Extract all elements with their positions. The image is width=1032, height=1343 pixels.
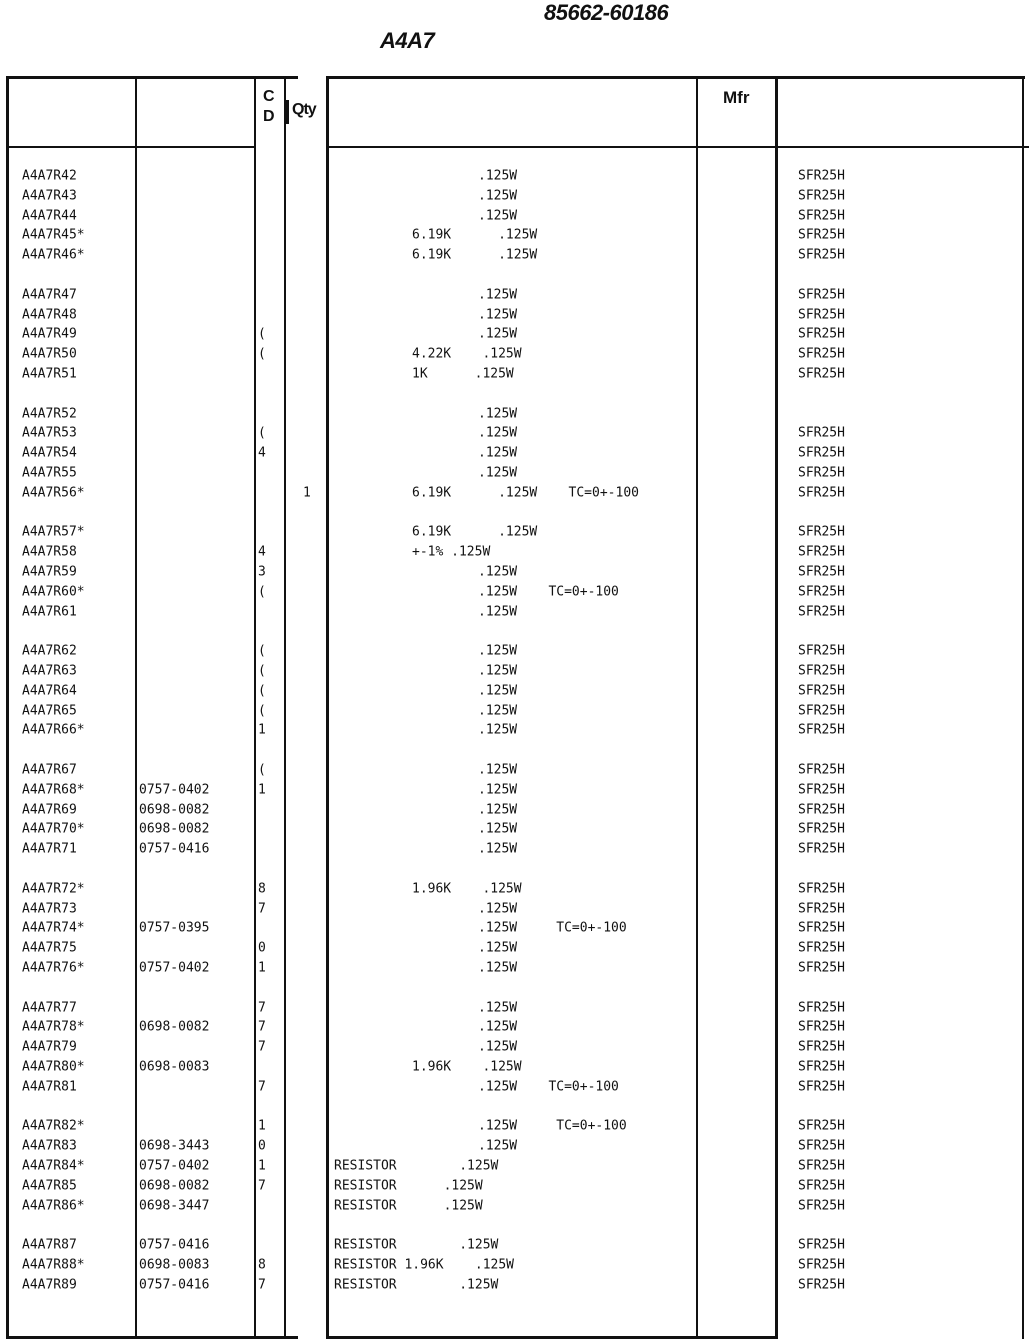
cell-check-digit: 1 — [258, 1118, 266, 1135]
table-row — [0, 1277, 1032, 1295]
cell-description: RESISTOR .125W — [334, 1276, 499, 1293]
cell-reference: A4A7R67 — [22, 762, 77, 778]
cell-description: .125W — [478, 762, 518, 778]
table-row — [0, 802, 1032, 820]
table-row — [0, 247, 1032, 265]
table-row — [0, 564, 1032, 582]
cell-check-digit: 3 — [258, 564, 266, 580]
cell-check-digit: 7 — [258, 1039, 266, 1055]
cell-mfr-part: SFR25H — [798, 286, 845, 303]
cell-check-digit: 4 — [258, 445, 266, 461]
header-cd-top: C — [263, 88, 275, 105]
cell-description: .125W — [478, 207, 518, 224]
cell-reference: A4A7R78* — [22, 1019, 85, 1036]
cell-mfr-part: SFR25H — [798, 1118, 845, 1135]
table-row — [0, 1138, 1032, 1156]
table-row — [0, 1039, 1032, 1057]
table-row — [0, 762, 1032, 780]
cell-mfr-part: SFR25H — [798, 445, 845, 461]
cell-mfr-part: SFR25H — [798, 484, 845, 501]
cell-mfr-part: SFR25H — [798, 544, 845, 560]
cell-reference: A4A7R54 — [22, 445, 77, 461]
cell-qty: 1 — [303, 484, 311, 501]
table-row — [0, 881, 1032, 899]
cell-reference: A4A7R44 — [22, 207, 77, 224]
table-row — [0, 663, 1032, 681]
cell-mfr-part: SFR25H — [798, 900, 845, 917]
table-row — [0, 782, 1032, 800]
cell-check-digit: 0 — [258, 940, 266, 956]
cell-description: 6.19K .125W — [412, 524, 538, 541]
part-number-title: 85662-60186 — [544, 0, 669, 25]
cell-reference: A4A7R68* — [22, 781, 85, 798]
cell-reference: A4A7R77 — [22, 999, 77, 1016]
cell-description: .125W — [478, 663, 518, 679]
table-row — [0, 1158, 1032, 1176]
cell-part-number: 0757-0402 — [139, 1158, 210, 1174]
table-row — [0, 227, 1032, 245]
cell-reference: A4A7R76* — [22, 960, 85, 976]
table-row — [0, 604, 1032, 622]
table-row — [0, 1198, 1032, 1216]
cell-reference: A4A7R51 — [22, 366, 77, 382]
cell-part-number: 0698-3447 — [139, 1197, 210, 1214]
cell-part-number: 0757-0416 — [139, 1276, 210, 1293]
cell-mfr-part: SFR25H — [798, 960, 845, 976]
cell-mfr-part: SFR25H — [798, 702, 845, 719]
cell-reference: A4A7R58 — [22, 544, 77, 560]
cell-mfr-part: SFR25H — [798, 326, 845, 343]
cell-check-digit: ( — [258, 346, 266, 362]
cell-reference: A4A7R66* — [22, 722, 85, 739]
cell-reference: A4A7R75 — [22, 940, 77, 956]
cell-reference: A4A7R69 — [22, 801, 77, 818]
cell-description: .125W — [478, 187, 518, 204]
cell-reference: A4A7R52 — [22, 405, 77, 422]
cell-reference: A4A7R59 — [22, 564, 77, 580]
cell-check-digit: 7 — [258, 999, 266, 1016]
cell-mfr-part: SFR25H — [798, 1078, 845, 1095]
cell-check-digit: 7 — [258, 1078, 266, 1095]
cell-check-digit: 1 — [258, 1158, 266, 1174]
cell-reference: A4A7R43 — [22, 187, 77, 204]
cell-check-digit: 7 — [258, 1276, 266, 1293]
cell-part-number: 0757-0402 — [139, 781, 210, 798]
cell-part-number: 0757-0402 — [139, 960, 210, 976]
table-row — [0, 544, 1032, 562]
cell-description: .125W — [478, 682, 518, 699]
cell-description: .125W — [478, 286, 518, 303]
cell-reference: A4A7R71 — [22, 841, 77, 857]
table-row — [0, 406, 1032, 424]
table-row — [0, 643, 1032, 661]
cell-reference: A4A7R47 — [22, 286, 77, 303]
table-row — [0, 287, 1032, 305]
cell-description: .125W — [478, 425, 518, 442]
cell-mfr-part: SFR25H — [798, 524, 845, 541]
cell-description: .125W — [478, 940, 518, 956]
cell-mfr-part: SFR25H — [798, 227, 845, 244]
cell-check-digit: 7 — [258, 1177, 266, 1194]
cell-reference: A4A7R80* — [22, 1059, 85, 1075]
cell-mfr-part: SFR25H — [798, 306, 845, 323]
cell-mfr-part: SFR25H — [798, 1197, 845, 1214]
table-row — [0, 1019, 1032, 1037]
cell-reference: A4A7R89 — [22, 1276, 77, 1293]
cell-mfr-part: SFR25H — [798, 821, 845, 838]
cell-reference: A4A7R42 — [22, 168, 77, 184]
cell-description: .125W — [478, 960, 518, 976]
cell-description: .125W — [478, 801, 518, 818]
cell-reference: A4A7R86* — [22, 1197, 85, 1214]
cell-part-number: 0757-0416 — [139, 841, 210, 857]
cell-reference: A4A7R57* — [22, 524, 85, 541]
cell-description: RESISTOR .125W — [334, 1237, 499, 1253]
table-row — [0, 188, 1032, 206]
cell-description: .125W — [478, 1019, 518, 1036]
cell-reference: A4A7R74* — [22, 920, 85, 937]
cell-description: .125W — [478, 168, 518, 184]
cell-description: RESISTOR 1.96K .125W — [334, 1257, 515, 1273]
cell-mfr-part: SFR25H — [798, 1237, 845, 1253]
cell-mfr-part: SFR25H — [798, 366, 845, 382]
cell-mfr-part: SFR25H — [798, 346, 845, 362]
cell-reference: A4A7R82* — [22, 1118, 85, 1135]
cell-check-digit: 0 — [258, 1138, 266, 1154]
cell-description: .125W — [478, 900, 518, 917]
cell-reference: A4A7R84* — [22, 1158, 85, 1174]
cell-mfr-part: SFR25H — [798, 1158, 845, 1174]
cell-description: .125W — [478, 1138, 518, 1154]
cell-description: 6.19K .125W — [412, 247, 538, 263]
cell-reference: A4A7R73 — [22, 900, 77, 917]
cell-description: .125W — [478, 722, 518, 739]
cell-reference: A4A7R46* — [22, 247, 85, 263]
cell-mfr-part: SFR25H — [798, 1059, 845, 1075]
cell-mfr-part: SFR25H — [798, 1257, 845, 1273]
cell-description: 1.96K .125W — [412, 880, 522, 897]
table-row — [0, 465, 1032, 483]
table-row — [0, 821, 1032, 839]
cell-check-digit: 8 — [258, 1257, 266, 1273]
cell-check-digit: ( — [258, 326, 266, 343]
cell-check-digit: 8 — [258, 880, 266, 897]
cell-check-digit: 4 — [258, 544, 266, 560]
cell-part-number: 0757-0416 — [139, 1237, 210, 1253]
cell-check-digit: 1 — [258, 781, 266, 798]
cell-description: .125W — [478, 841, 518, 857]
cell-description: .125W — [478, 821, 518, 838]
cell-part-number: 0698-0083 — [139, 1059, 210, 1075]
cell-description: +-1% .125W — [412, 544, 491, 560]
cell-mfr-part: SFR25H — [798, 1039, 845, 1055]
cell-mfr-part: SFR25H — [798, 168, 845, 184]
cell-description: .125W TC=0+-100 — [478, 920, 627, 937]
cell-description: RESISTOR .125W — [334, 1177, 483, 1194]
cell-mfr-part: SFR25H — [798, 841, 845, 857]
header-mfr: Mfr — [723, 88, 750, 107]
cell-description: .125W — [478, 643, 518, 659]
cell-check-digit: ( — [258, 762, 266, 778]
cell-description: .125W TC=0+-100 — [478, 1118, 627, 1135]
cell-part-number: 0698-0082 — [139, 1019, 210, 1036]
table-row — [0, 1059, 1032, 1077]
cell-mfr-part: SFR25H — [798, 465, 845, 481]
cell-mfr-part: SFR25H — [798, 1276, 845, 1293]
cell-description: .125W — [478, 999, 518, 1016]
cell-reference: A4A7R83 — [22, 1138, 77, 1154]
cell-mfr-part: SFR25H — [798, 207, 845, 224]
table-row — [0, 683, 1032, 701]
table-row — [0, 841, 1032, 859]
table-row — [0, 445, 1032, 463]
table-row — [0, 307, 1032, 325]
table-row — [0, 703, 1032, 721]
cell-mfr-part: SFR25H — [798, 643, 845, 659]
cell-reference: A4A7R87 — [22, 1237, 77, 1253]
cell-mfr-part: SFR25H — [798, 1138, 845, 1154]
table-row — [0, 326, 1032, 344]
cell-reference: A4A7R45* — [22, 227, 85, 244]
table-row — [0, 208, 1032, 226]
table-row — [0, 584, 1032, 602]
cell-description: .125W — [478, 326, 518, 343]
cell-mfr-part: SFR25H — [798, 1177, 845, 1194]
cell-mfr-part: SFR25H — [798, 920, 845, 937]
header-qty: Qty — [292, 101, 316, 118]
table-row — [0, 425, 1032, 443]
table-row — [0, 1118, 1032, 1136]
cell-check-digit: ( — [258, 663, 266, 679]
cell-reference: A4A7R50 — [22, 346, 77, 362]
cell-reference: A4A7R56* — [22, 484, 85, 501]
cell-part-number: 0698-0082 — [139, 801, 210, 818]
cell-description: 4.22K .125W — [412, 346, 522, 362]
cell-description: .125W — [478, 603, 518, 620]
cell-description: RESISTOR .125W — [334, 1158, 499, 1174]
cell-description: .125W — [478, 564, 518, 580]
cell-reference: A4A7R62 — [22, 643, 77, 659]
cell-mfr-part: SFR25H — [798, 781, 845, 798]
cell-description: 1.96K .125W — [412, 1059, 522, 1075]
table-row — [0, 901, 1032, 919]
header-cd-bottom: D — [263, 108, 275, 125]
table-row — [0, 960, 1032, 978]
table-row — [0, 1237, 1032, 1255]
table-row — [0, 1079, 1032, 1097]
cell-check-digit: ( — [258, 702, 266, 719]
table-row — [0, 722, 1032, 740]
cell-description: .125W — [478, 1039, 518, 1055]
cell-reference: A4A7R72* — [22, 880, 85, 897]
cell-check-digit: ( — [258, 643, 266, 659]
cell-part-number: 0757-0395 — [139, 920, 210, 937]
cell-mfr-part: SFR25H — [798, 663, 845, 679]
cell-reference: A4A7R61 — [22, 603, 77, 620]
cell-mfr-part: SFR25H — [798, 682, 845, 699]
cell-description: .125W — [478, 465, 518, 481]
cell-description: .125W — [478, 702, 518, 719]
cell-check-digit: 1 — [258, 722, 266, 739]
cell-description: 1K .125W — [412, 366, 514, 382]
cell-check-digit: ( — [258, 583, 266, 600]
table-row — [0, 485, 1032, 503]
cell-reference: A4A7R53 — [22, 425, 77, 442]
cell-mfr-part: SFR25H — [798, 603, 845, 620]
cell-reference: A4A7R49 — [22, 326, 77, 343]
cell-description: .125W — [478, 781, 518, 798]
assembly-title: A4A7 — [380, 28, 435, 53]
cell-mfr-part: SFR25H — [798, 880, 845, 897]
table-row — [0, 168, 1032, 186]
cell-description: RESISTOR .125W — [334, 1197, 483, 1214]
cell-reference: A4A7R60* — [22, 583, 85, 600]
cell-description: .125W — [478, 306, 518, 323]
cell-reference: A4A7R81 — [22, 1078, 77, 1095]
cell-reference: A4A7R65 — [22, 702, 77, 719]
cell-mfr-part: SFR25H — [798, 722, 845, 739]
cell-reference: A4A7R85 — [22, 1177, 77, 1194]
cell-reference: A4A7R63 — [22, 663, 77, 679]
table-row — [0, 1257, 1032, 1275]
cell-description: .125W TC=0+-100 — [478, 1078, 619, 1095]
cell-mfr-part: SFR25H — [798, 247, 845, 263]
table-row — [0, 524, 1032, 542]
table-row — [0, 920, 1032, 938]
cell-mfr-part: SFR25H — [798, 583, 845, 600]
cell-mfr-part: SFR25H — [798, 425, 845, 442]
cell-reference: A4A7R64 — [22, 682, 77, 699]
cell-description: .125W TC=0+-100 — [478, 583, 619, 600]
cell-mfr-part: SFR25H — [798, 187, 845, 204]
cell-mfr-part: SFR25H — [798, 1019, 845, 1036]
table-row — [0, 346, 1032, 364]
cell-part-number: 0698-0082 — [139, 1177, 210, 1194]
cell-check-digit: ( — [258, 425, 266, 442]
cell-description: 6.19K .125W TC=0+-100 — [412, 484, 639, 501]
cell-reference: A4A7R88* — [22, 1257, 85, 1273]
cell-description: .125W — [478, 405, 518, 422]
cell-description: .125W — [478, 445, 518, 461]
cell-reference: A4A7R48 — [22, 306, 77, 323]
cell-mfr-part: SFR25H — [798, 564, 845, 580]
cell-part-number: 0698-3443 — [139, 1138, 210, 1154]
cell-mfr-part: SFR25H — [798, 801, 845, 818]
cell-mfr-part: SFR25H — [798, 999, 845, 1016]
cell-reference: A4A7R70* — [22, 821, 85, 838]
cell-check-digit: ( — [258, 682, 266, 699]
table-row — [0, 1000, 1032, 1018]
cell-mfr-part: SFR25H — [798, 940, 845, 956]
cell-check-digit: 7 — [258, 1019, 266, 1036]
cell-description: 6.19K .125W — [412, 227, 538, 244]
cell-part-number: 0698-0083 — [139, 1257, 210, 1273]
cell-reference: A4A7R55 — [22, 465, 77, 481]
cell-reference: A4A7R79 — [22, 1039, 77, 1055]
cell-check-digit: 1 — [258, 960, 266, 976]
table-row — [0, 1178, 1032, 1196]
cell-part-number: 0698-0082 — [139, 821, 210, 838]
cell-mfr-part: SFR25H — [798, 762, 845, 778]
table-row — [0, 366, 1032, 384]
table-row — [0, 940, 1032, 958]
cell-check-digit: 7 — [258, 900, 266, 917]
